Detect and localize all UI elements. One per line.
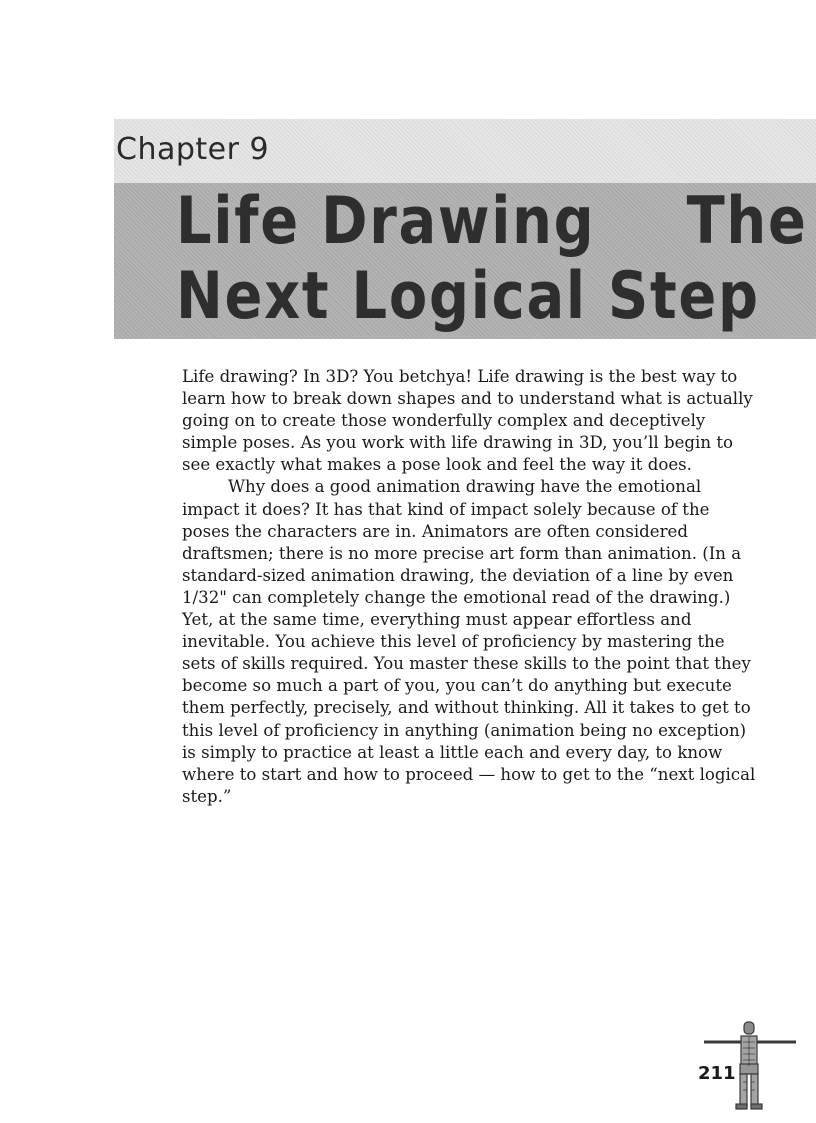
chapter-title-part-1: Life Drawing <box>176 184 596 259</box>
body-paragraph-1: Life drawing? In 3D? You betchya! Life drawing is the best way to learn how to break down shapes and to understand what is actually going on to create those wonderfully complex and deceptively simple poses. As you work with life drawing in 3D, you’ll begin to see exactly what makes a pose look and feel the way it does. <box>182 367 753 475</box>
figure-icon <box>700 1012 800 1112</box>
body-paragraph-2: Why does a good animation drawing have the emotional impact it does? It has that kind of impact solely because of the poses the characters are in. Animators are often considered draftsmen; there is no more precise art form than animation. (In a standard-sized animation drawing, the deviation of a line by even 1/32" can completely change the emotional read of the drawing.) Yet, at the same time, everything must appear effortless and inevitable. You achieve this level of proficiency by mastering the sets of skills required. You master these skills to the point that they become so much a part of you, you can’t do anything but execute them perfectly, precisely, and without thinking. All it takes to get to this level of proficiency in anything (animation being no exception) is simply to practice at least a little each and every day, to know where to start and how to proceed — how to get to the “next logical step.” <box>182 477 756 806</box>
page-number: 211 <box>698 1063 736 1084</box>
chapter-title-part-2: The <box>686 184 808 259</box>
chapter-title-line-1 <box>176 184 808 259</box>
chapter-title-line-2: Next Logical Step <box>176 259 760 334</box>
chapter-label: Chapter 9 <box>116 132 270 167</box>
body-text <box>182 366 762 808</box>
